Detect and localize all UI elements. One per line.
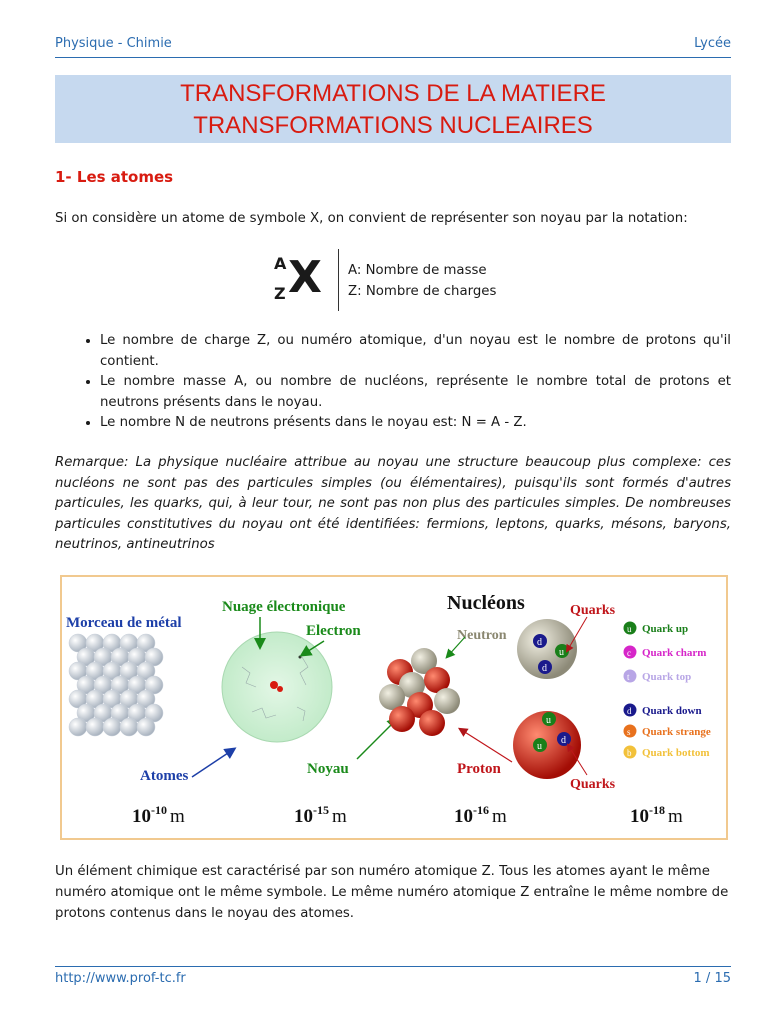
quark-legend-name: Quark strange: [642, 726, 711, 738]
cloud-label: Nuage électronique: [222, 599, 346, 615]
metal-atom: [69, 718, 87, 736]
quark-legend-letter: d: [627, 706, 632, 716]
quark-legend-name: Quark bottom: [642, 747, 710, 759]
electron-label: Electron: [306, 623, 361, 639]
legend-charge: Z: Nombre de charges: [348, 284, 497, 299]
electron-dot: [299, 656, 302, 659]
element-paragraph: Un élément chimique est caractérisé par son numéro atomique Z. Tous les atomes ayant le même numéro atomique ont le même symbole. Le même numéro atomique Z entraîne le même nombre de protons contenus dans le noyau des atomes.: [55, 864, 729, 921]
quark-legend-letter: t: [627, 672, 630, 682]
metal-block: [69, 634, 163, 736]
scale-illustration: [62, 577, 726, 838]
footer-url[interactable]: http://www.prof-tc.fr: [55, 971, 186, 986]
header-subject: Physique - Chimie: [55, 36, 172, 51]
quark-legend-dot: [624, 670, 637, 683]
element-symbol: X: [288, 252, 322, 303]
scale-labels: [132, 803, 683, 827]
quark-legend-letter: b: [627, 748, 632, 758]
nucleons-title: Nucléons: [447, 592, 525, 614]
title-line-2: TRANSFORMATIONS NUCLEAIRES: [193, 112, 593, 139]
svg-text:u: u: [537, 741, 542, 752]
nuclide-notation: [272, 250, 332, 310]
bullet-list: [55, 331, 731, 434]
quark-legend-name: Quark charm: [642, 647, 707, 659]
svg-text:d: d: [561, 735, 566, 746]
tiny-nucleus: [270, 681, 278, 689]
metal-atom: [103, 718, 121, 736]
nucleus-cluster: [379, 648, 460, 736]
svg-text:u: u: [559, 647, 564, 658]
page-header: [55, 36, 731, 56]
quark-legend-letter: s: [627, 727, 631, 737]
scale-figure: [60, 575, 728, 840]
noyau-label: Noyau: [307, 761, 349, 777]
scale-label: $10^{-10}$ m: [132, 803, 185, 827]
list-item: • Le nombre masse A, ou nombre de nucléons, représente le nombre total de protons et neutrons présents dans le noyau.: [100, 372, 731, 413]
intro-paragraph: Si on considère un atome de symbole X, on convient de représenter son noyau par la notation:: [55, 211, 688, 226]
svg-text:d: d: [537, 637, 542, 648]
list-item: • Le nombre N de neutrons présents dans le noyau est: N = A - Z.: [100, 413, 731, 434]
atoms-label: Atomes: [140, 768, 189, 784]
proton-label: Proton: [457, 761, 501, 777]
mass-number-symbol: A: [274, 254, 287, 273]
notation-divider: [338, 249, 339, 311]
scale-label: $10^{-16}$ m: [454, 803, 507, 827]
scale-label: $10^{-15}$ m: [294, 803, 347, 827]
metal-label: Morceau de métal: [66, 615, 182, 631]
metal-atom: [137, 718, 155, 736]
svg-text:d: d: [542, 663, 547, 674]
quark-legend-letter: u: [627, 624, 632, 634]
quark-legend-name: Quark top: [642, 671, 692, 683]
quark-legend-letter: c: [627, 648, 631, 658]
page-number: 1 / 15: [693, 971, 731, 986]
svg-text:u: u: [546, 715, 551, 726]
footer-rule: [55, 966, 731, 967]
remark-paragraph: Remarque: La physique nucléaire attribue au noyau une structure beaucoup plus complexe: ces nucléons ne sont pas des particules simples (ou élémentaires), puisqu'ils sont formés d'autres particules, les quarks, qui, à leur tour, ne sont pas non plus des particules simples. De nombreuses particules constitutives du noyau ont été identifiées: fermions, leptons, quarks, mésons, baryons, neutrinos, antineutrinos: [55, 455, 731, 552]
list-item: • Le nombre de charge Z, ou numéro atomique, d'un noyau est le nombre de protons qu'il contient.: [100, 331, 731, 372]
page-footer: [55, 971, 731, 991]
quark-legend-name: Quark up: [642, 623, 689, 635]
neutron-label: Neutron: [457, 628, 507, 643]
quarks-top-label: Quarks: [570, 603, 616, 618]
quarks-bottom-label: Quarks: [570, 777, 616, 792]
scale-label: $10^{-18}$ m: [630, 803, 683, 827]
section-heading: 1- Les atomes: [55, 168, 174, 186]
quark-legend-name: Quark down: [642, 705, 702, 717]
header-rule: [55, 57, 731, 58]
title-banner: [55, 75, 731, 143]
charge-number-symbol: Z: [274, 284, 286, 303]
header-level: Lycée: [694, 36, 731, 51]
notation-legend: [348, 260, 496, 302]
metal-atom: [86, 718, 104, 736]
metal-atom: [120, 718, 138, 736]
title-line-1: TRANSFORMATIONS DE LA MATIERE: [180, 80, 606, 107]
quark-legend: [624, 622, 711, 760]
legend-mass: A: Nombre de masse: [348, 263, 487, 278]
